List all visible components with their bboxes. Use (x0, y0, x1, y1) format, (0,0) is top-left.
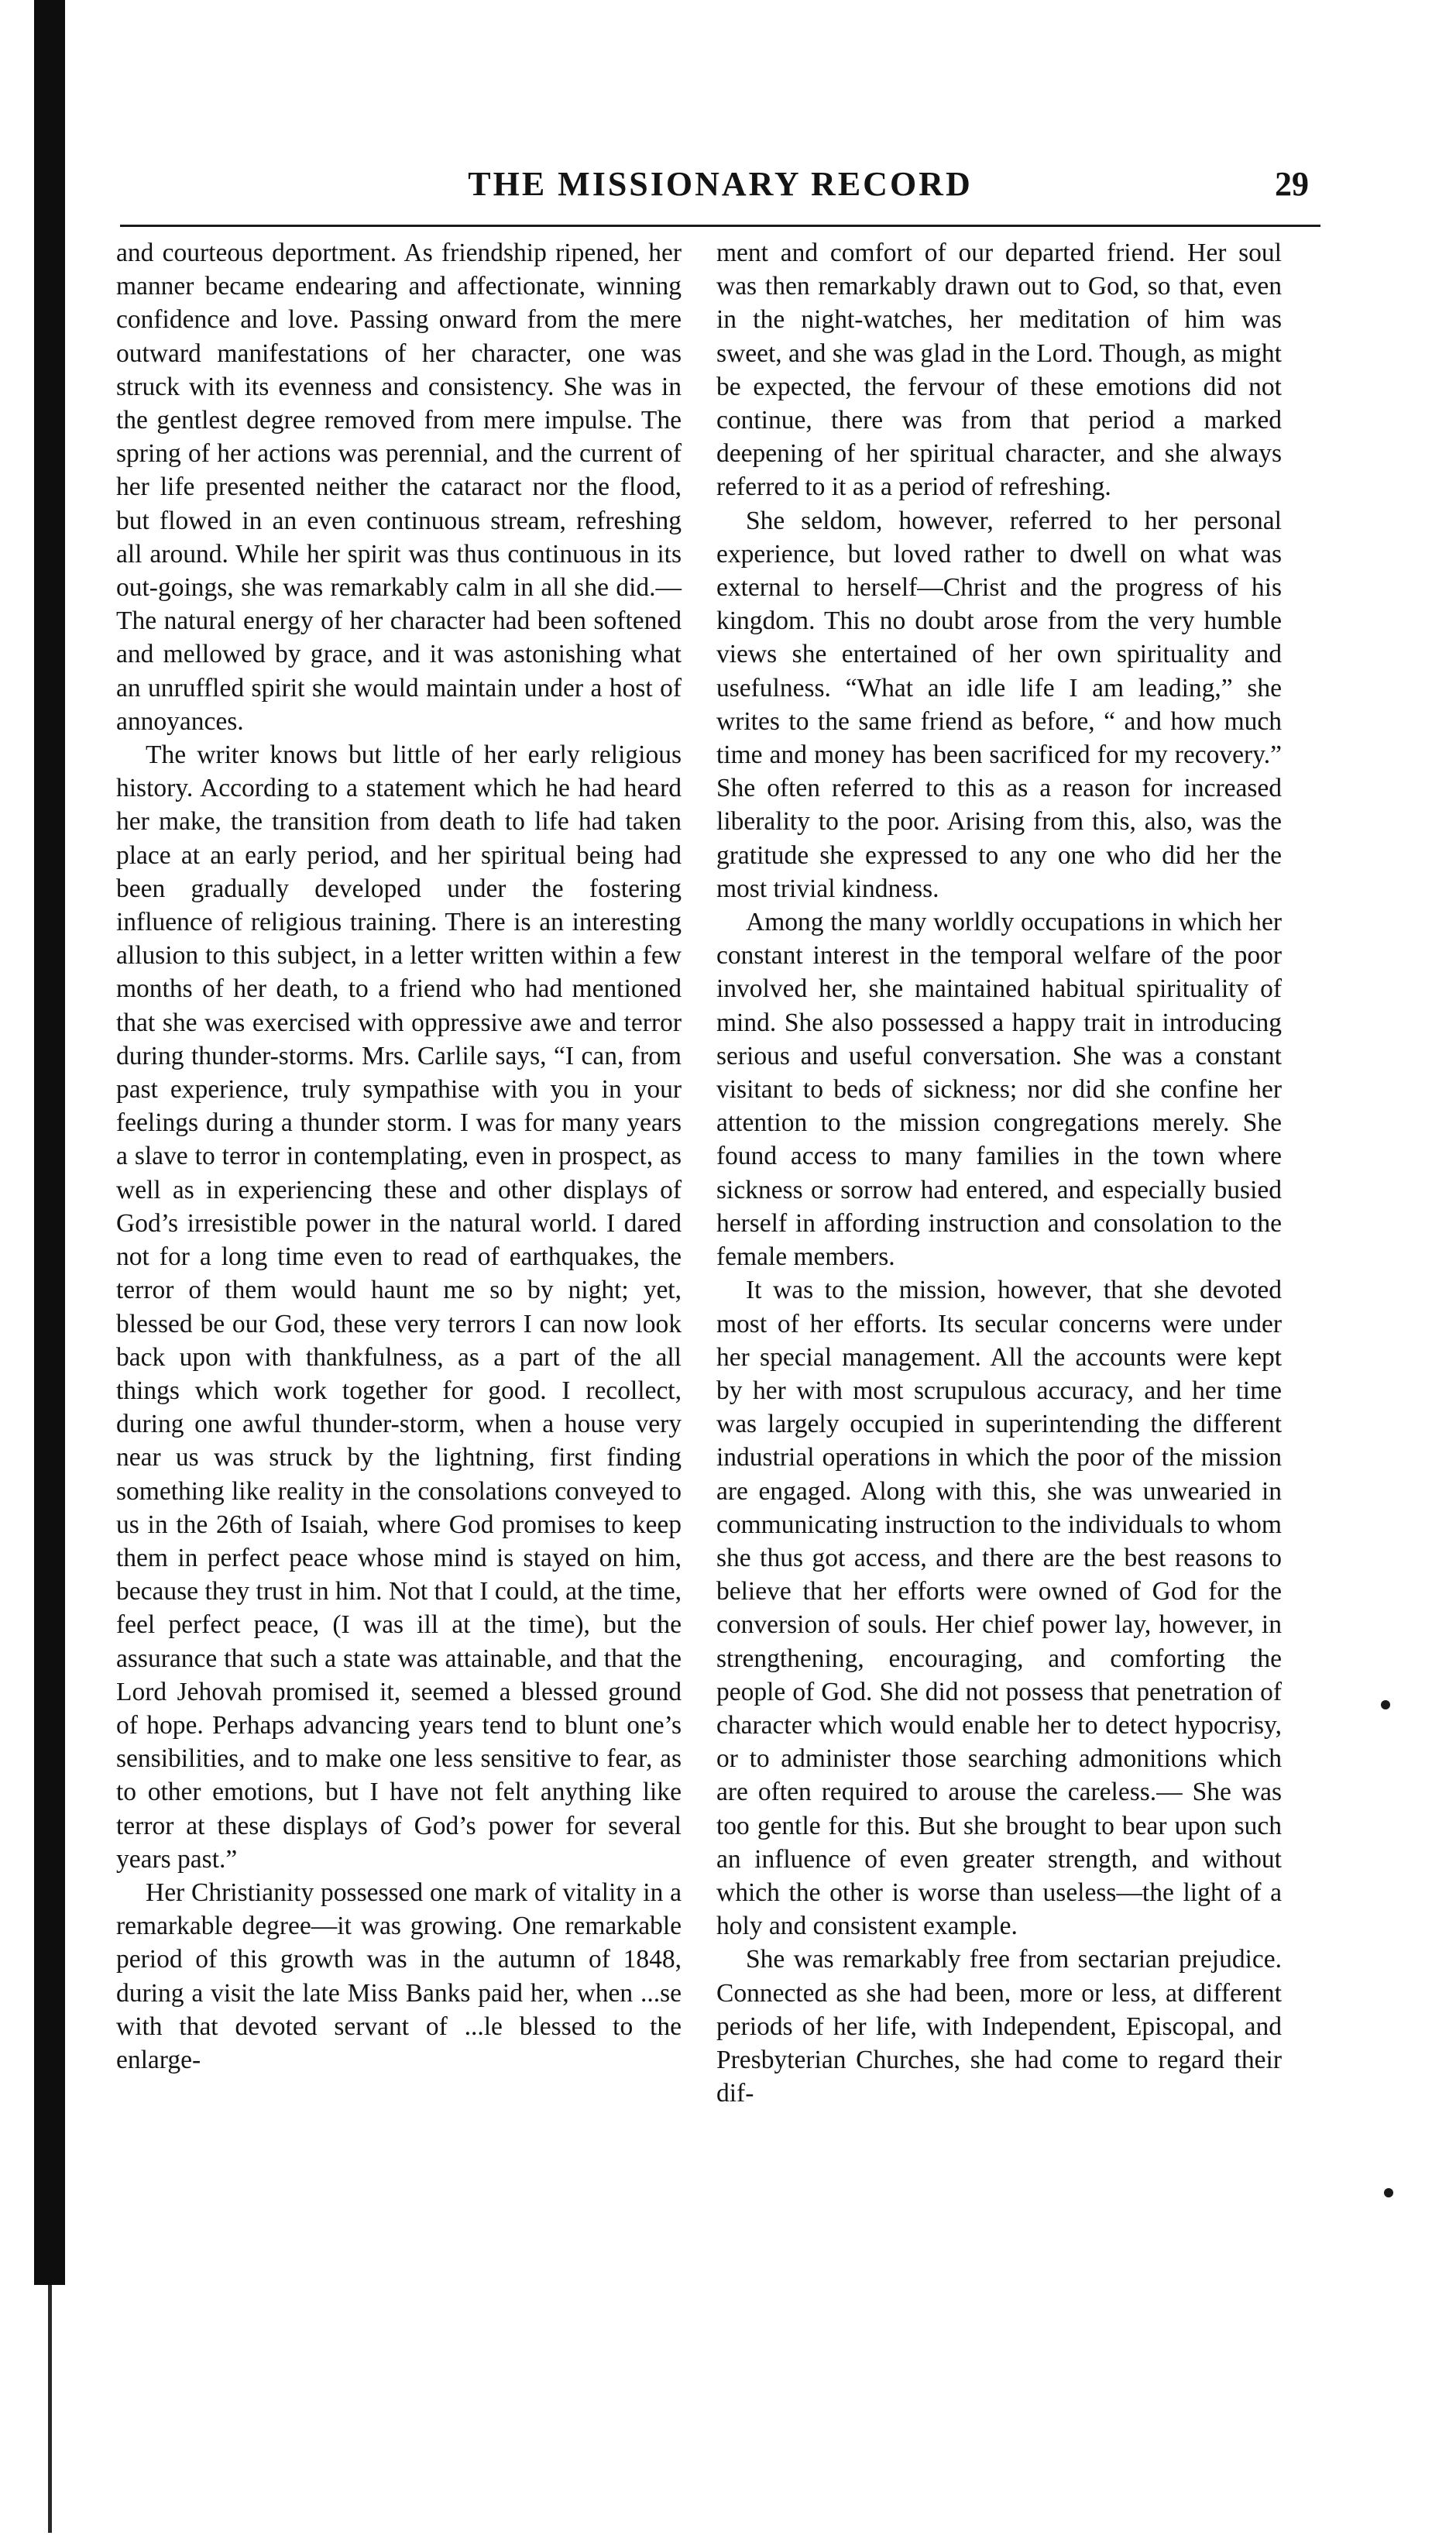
page-header (132, 164, 1309, 211)
margin-mark (1381, 1700, 1390, 1709)
page-number: 29 (1275, 165, 1309, 203)
binding-edge-tail (48, 2285, 52, 2533)
paragraph: It was to the mission, however, that she devoted most of her efforts. Its secular concerns were under her special management. All the accounts were kept by her with most scrupulous accuracy, and her time was largely occupied in superintending the different industrial operations in which the poor of the mission are engaged. Along with this, she was unwearied in communicating instruction to the individuals to whom she thus got access, and there are the best reasons to believe that her efforts were owned of God for the conversion of souls. Her chief power lay, however, in strengthening, encouraging, and comforting the people of God. She did not possess that penetration of character which would enable her to detect hypocrisy, or to administer those searching admonitions which are often required to arouse the careless.— She was too gentle for this. But she brought to bear upon such an influence of even greater strength, and without which the other is worse than useless—the light of a holy and consistent example. (716, 1276, 1282, 1941)
paragraph: The writer knows but little of her early religious history. According to a statement which he had heard her make, the transition from death to life had taken place at an early period, and her spiritual being had been gradually developed under the fostering influence of religious training. There is an interesting allusion to this subject, in a letter written within a few months of her death, to a friend who had mentioned that she was exercised with oppressive awe and terror during thunder-storms. Mrs. Carlile says, “I can, from past experience, truly sympathise with you in your feelings during a thunder storm. I was for many years a slave to terror in contemplating, even in prospect, as well as in experiencing these and other displays of God’s irresistible power in the natural world. I dared not for a long time even to read of earthquakes, the terror of them would haunt me so by night; yet, blessed be our God, these very terrors I can now look back upon with thankfulness, as a part of the all things which work together for good. I recollect, during one awful thunder-storm, when a house very near us was struck by the lightning, first finding something like reality in the consolations conveyed to us in the 26th of Isaiah, where God promises to keep them in perfect peace whose mind is stayed on him, because they trust in him. Not that I could, at the time, feel perfect peace, (I was ill at the time), but the assurance that such a state was attainable, and that the Lord Jehovah promised it, seemed a blessed ground of hope. Perhaps advancing years tend to blunt one’s sensibilities, and to make one less sensitive to fear, as to other emotions, but I have not felt anything like terror at these displays of God’s power for several years past.” (116, 740, 682, 1874)
paragraph: ment and comfort of our departed friend. Her soul was then remarkably drawn out to God, so that, even in the night-watches, her meditation of him was sweet, and she was glad in the Lord. Though, as might be expected, the fervour of these emotions did not continue, there was from that period a marked deepening of her spiritual character, and she always referred to it as a period of refreshing. (716, 239, 1282, 502)
paragraph: Her Christianity possessed one mark of vitality in a remarkable degree—it was growing. One remarkable period of this growth was in the autumn of 1848, during a visit the late Miss Banks paid her, when ...se with that devoted servant of ...le blessed to the enlarge- (116, 1878, 682, 2074)
paragraph: She seldom, however, referred to her personal experience, but loved rather to dwell on what was external to herself—Christ and the progress of his kingdom. This no doubt arose from the very humble views she entertained of her own spirituality and usefulness. “What an idle life I am leading,” she writes to the same friend as before, “ and how much time and money has been sacrificed for my recovery.” She often referred to this as a reason for increased liberality to the poor. Arising from this, also, was the gratitude she expressed to any one who did her the most trivial kindness. (716, 506, 1282, 903)
paragraph: Among the many worldly occupations in which her constant interest in the temporal welfare of the poor involved her, she maintained habitual spirituality of mind. She also possessed a happy trait in introducing serious and useful conversation. She was a constant visitant to beds of sickness; nor did she confine her attention to the mission congregations merely. She found access to many families in the town where sickness or sorrow had entered, and especially busied herself in affording instruction and consolation to the female members. (716, 908, 1282, 1272)
running-title: THE MISSIONARY RECORD (468, 165, 973, 203)
left-column (116, 236, 682, 2077)
paragraph: She was remarkably free from sectarian prejudice. Connected as she had been, more or less, at different periods of her life, with Independent, Episcopal, and Presbyterian Churches, she had come to regard their dif- (716, 1945, 1282, 2108)
header-rule (120, 225, 1320, 227)
paragraph: and courteous deportment. As friendship ripened, her manner became endearing and affectionate, winning confidence and love. Passing onward from the mere outward manifestations of her character, one was struck with its evenness and consistency. She was in the gentlest degree removed from mere impulse. The spring of her actions was perennial, and the current of her life presented neither the cataract nor the flood, but flowed in an even continuous stream, refreshing all around. While her spirit was thus continuous in its out-goings, she was remarkably calm in all she did.— The natural energy of her character had been softened and mellowed by grace, and it was astonishing what an unruffled spirit she would maintain under a host of annoyances. (116, 239, 682, 736)
binding-edge (34, 0, 65, 2285)
right-column (716, 236, 1282, 2110)
margin-mark (1384, 2188, 1393, 2197)
